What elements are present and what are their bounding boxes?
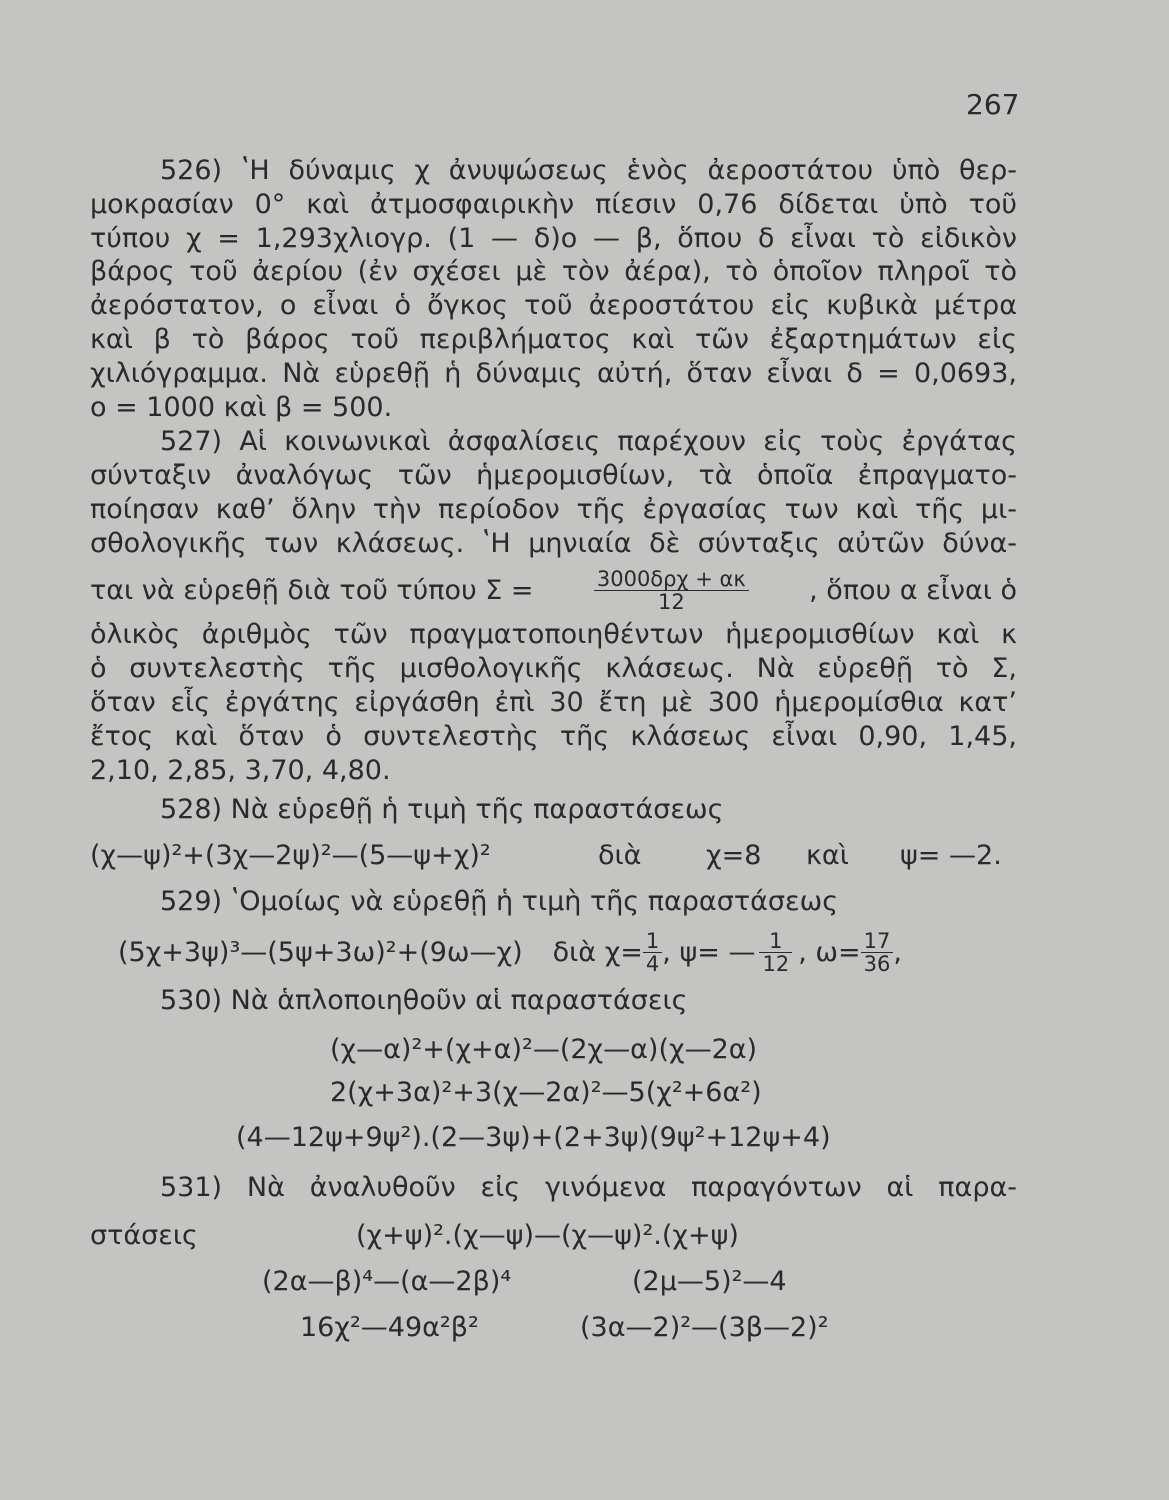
psi-fraction: [759, 930, 792, 975]
x-fraction: [643, 930, 662, 975]
p528-dia: διὰ: [598, 840, 642, 871]
p526-line: καὶ β τὸ βάρος τοῦ περιβλήματος καὶ τῶν ἐξαρτημάτων εἰς: [90, 324, 1017, 355]
p528-intro: 528) Νὰ εὑρεθῇ ἡ τιμὴ τῆς παραστάσεως: [160, 794, 724, 825]
p531-expression: (χ+ψ)².(χ—ψ)—(χ—ψ)².(χ+ψ): [356, 1220, 739, 1251]
formula-numerator: 3000δρχ + ακ: [594, 568, 749, 591]
formula-fraction: [594, 568, 749, 613]
p531-expression: (2α—β)⁴—(α—2β)⁴: [262, 1266, 512, 1297]
p529-dia: διὰ χ=: [552, 936, 643, 968]
p530-intro: 530) Νὰ ἁπλοποιηθοῦν αἱ παραστάσεις: [160, 985, 688, 1016]
x-numerator: 1: [643, 930, 662, 953]
omega-fraction: [861, 930, 894, 975]
p526-line: ο = 1000 καὶ β = 500.: [90, 392, 393, 423]
p530-expression: (4—12ψ+9ψ²).(2—3ψ)+(2+3ψ)(9ψ²+12ψ+4): [236, 1122, 831, 1153]
p531-cont: στάσεις: [90, 1220, 198, 1251]
p529-end: ,: [893, 936, 902, 968]
p527-line: σύνταξιν ἀναλόγως τῶν ἡμερομισθίων, τὰ ὁποῖα ἐπραγματο-: [90, 460, 1017, 491]
p526-line: μοκρασίαν 0° καὶ ἀτμοσφαιρικὴν πίεσιν 0,76 δίδεται ὑπὸ τοῦ: [90, 189, 1017, 220]
p527-line: ὅταν εἷς ἐργάτης εἰργάσθη ἐπὶ 30 ἔτη μὲ 300 ἡμερομίσθια κατʼ: [90, 687, 1017, 718]
psi-numerator: 1: [759, 930, 792, 953]
formula-pre: ται νὰ εὑρεθῇ διὰ τοῦ τύπου Σ =: [90, 574, 534, 606]
p526-line: 526) ʽΗ δύναμις χ ἀνυψώσεως ἑνὸς ἀεροστάτου ὑπὸ θερ-: [160, 155, 1017, 186]
x-denominator: 4: [645, 952, 660, 977]
p528-expression: (χ—ψ)²+(3χ—2ψ)²—(5—ψ+χ)²: [90, 840, 491, 871]
omega-numerator: 17: [861, 930, 894, 953]
p526-line: χιλιόγραμμα. Νὰ εὑρεθῇ ἡ δύναμις αὐτή, ὅταν εἶναι δ = 0,0693,: [90, 358, 1017, 389]
page-number: 267: [966, 88, 1020, 121]
p527-line: 527) Αἱ κοινωνικαὶ ἀσφαλίσεις παρέχουν εἰς τοὺς ἐργάτας: [160, 426, 1017, 457]
p531-intro: 531) Νὰ ἀναλυθοῦν εἰς γινόμενα παραγόντων αἱ παρα-: [160, 1172, 1017, 1203]
p528-cond-psi: ψ= —2.: [900, 840, 1002, 871]
p530-expression: 2(χ+3α)²+3(χ—2α)²—5(χ²+6α²): [330, 1077, 762, 1108]
psi-prefix: , ψ= —: [662, 936, 756, 968]
p526-line: ἀερόστατον, ο εἶναι ὁ ὄγκος τοῦ ἀεροστάτου εἰς κυβικὰ μέτρα: [90, 290, 1017, 321]
p527-line: ποίησαν καθʼ ὅλην τὴν περίοδον τῆς ἐργασίας των καὶ τῆς μι-: [90, 494, 1017, 525]
omega-denominator: 36: [863, 952, 891, 977]
p527-line: ἔτος καὶ ὅταν ὁ συντελεστὴς τῆς κλάσεως εἶναι 0,90, 1,45,: [90, 721, 1017, 752]
p531-expression: 16χ²—49α²β²: [300, 1312, 479, 1343]
p528-cond-x: χ=8: [706, 840, 762, 871]
p526-line: βάρος τοῦ ἀερίου (ἐν σχέσει μὲ τὸν ἀέρα), τὸ ὁποῖον πληροῖ τὸ: [90, 256, 1017, 287]
p527-line: ὁ συντελεστὴς τῆς μισθολογικῆς κλάσεως. Νὰ εὑρεθῇ τὸ Σ,: [90, 653, 1017, 684]
p527-line: ὁλικὸς ἀριθμὸς τῶν πραγματοποιηθέντων ἡμερομισθίων καὶ κ: [90, 619, 1017, 650]
p531-expression: (3α—2)²—(3β—2)²: [580, 1312, 829, 1343]
p529-intro: 529) ʽΟμοίως νὰ εὑρεθῇ ἡ τιμὴ τῆς παραστάσεως: [160, 886, 839, 917]
p526-line: τύπου χ = 1,293χλιογρ. (1 — δ)ο — β, ὅπου δ εἶναι τὸ εἰδικὸν: [90, 223, 1017, 254]
p527-line: σθολογικῆς των κλάσεως. ʽΗ μηνιαία δὲ σύνταξις αὐτῶν δύνα-: [90, 528, 1017, 559]
psi-denominator: 12: [762, 952, 790, 977]
p531-expression: (2μ—5)²—4: [632, 1266, 787, 1297]
p529-formula-line: [118, 930, 902, 975]
p529-expression: (5χ+3ψ)³—(5ψ+3ω)²+(9ω—χ): [118, 936, 523, 968]
p530-expression: (χ—α)²+(χ+α)²—(2χ—α)(χ—2α): [330, 1034, 758, 1065]
p527-formula-line: [90, 568, 1017, 613]
formula-post: , ὅπου α εἶναι ὁ: [809, 574, 1017, 606]
formula-denominator: 12: [657, 590, 685, 615]
p527-line: 2,10, 2,85, 3,70, 4,80.: [90, 755, 391, 786]
omega-prefix: , ω=: [798, 936, 861, 968]
p528-kai: καὶ: [806, 840, 849, 871]
